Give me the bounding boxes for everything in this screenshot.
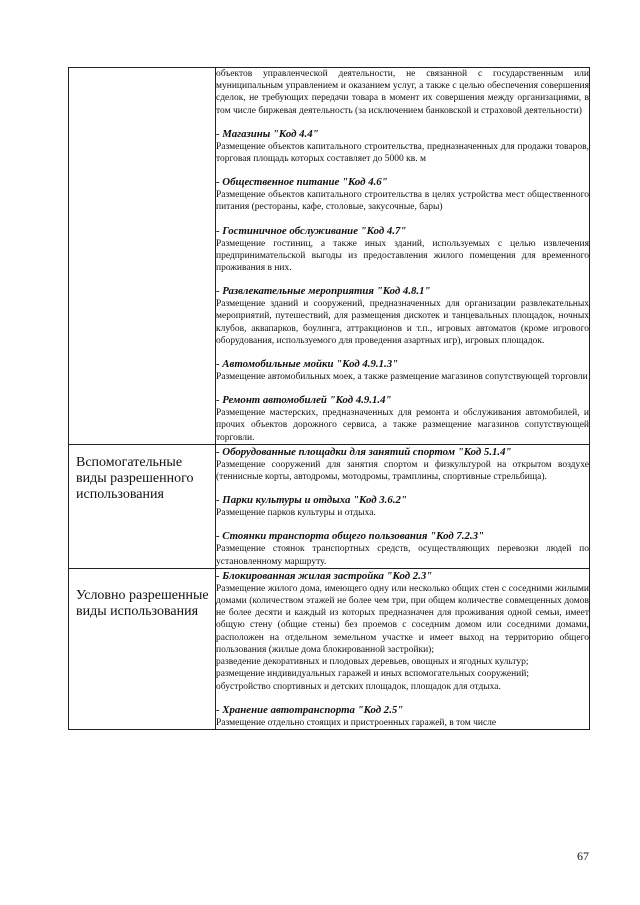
page-number: 67 [577, 849, 589, 863]
entry-heading: - Ремонт автомобилей "Код 4.9.1.4" [216, 394, 392, 407]
category-cell [69, 444, 216, 568]
entry-text: Размещение сооружений для занятия спортом и физкультурой на открытом воздухе (теннисные корты, автодромы, мотодромы, трамплины, спортивные стрельбища). [216, 459, 589, 483]
entry-heading: - Магазины "Код 4.4" [216, 127, 319, 140]
entry-heading: - Стоянки транспорта общего пользования "Код 7.2.3" [216, 530, 484, 543]
entry-text: размещение индивидуальных гаражей и иных вспомогательных сооружений; [216, 669, 529, 680]
description-cell [216, 68, 590, 445]
entry-text: Размещение зданий и сооружений, предназначенных для организации развлекательных мероприятий, путешествий, для размещения дискотек и танцевальных площадок, ночных клубов, аквапарков, боулинга, аттракционов и т.п., игровых автоматов (кроме игрового оборудования, используемого для проведения азартных игр), игровых площадок. [216, 299, 589, 346]
entry-heading: - Парки культуры и отдыха "Код 3.6.2" [216, 494, 407, 507]
entry-text: разведение декоративных и плодовых деревьев, овощных и ягодных культур; [216, 657, 529, 668]
entry-text: Размещение мастерских, предназначенных для ремонта и обслуживания автомобилей, и прочих объектов дорожного сервиса, а также размещение магазинов сопутствующей торговли. [216, 408, 589, 443]
entry-text: Размещение стоянок транспортных средств, осуществляющих перевозки людей по установленному маршруту. [216, 544, 589, 567]
category-cell [69, 568, 216, 729]
entry-heading: - Автомобильные мойки "Код 4.9.1.3" [216, 358, 399, 371]
entry-text: объектов управленческой деятельности, не связанной с государственным или муниципальным управлением и оказанием услуг, а также с целью обеспечения совершения сделок, не требующих передачи товара в момент их совершения между организациями, в том числе биржевая деятельность (за исключением банковской и страховой деятельности) [216, 69, 589, 116]
entry-heading: - Гостиничное обслуживание "Код 4.7" [216, 224, 407, 237]
entry-heading: - Общественное питание "Код 4.6" [216, 176, 388, 189]
entry-text: Размещение объектов капитального строительства, предназначенных для продажи товаров, торговая площадь которых составляет до 5000 кв. м [216, 141, 589, 165]
entry-text: Размещение отдельно стоящих и пристроенных гаражей, в том числе [216, 717, 497, 728]
table-row [69, 68, 590, 445]
category-label: Вспомогательные виды разрешенного использования [76, 454, 194, 502]
entry-heading: - Блокированная жилая застройка "Код 2.3" [216, 569, 433, 582]
entry-text: Размещение парков культуры и отдыха. [216, 508, 376, 519]
category-cell [69, 68, 216, 445]
entry-text: обустройство спортивных и детских площадок, площадок для отдыха. [216, 681, 501, 692]
land-use-table [68, 67, 590, 730]
entry-heading: - Хранение автотранспорта "Код 2.5" [216, 703, 404, 716]
entry-text: Размещение жилого дома, имеющего одну или несколько общих стен с соседними жилыми домами (количеством этажей не более чем три, при общем количестве совмещенных домов не более десяти и каждый из которых предназначен для проживания одной семьи, имеет общую стену (общие стены) без проемов с соседним домом или соседними домами, расположен на отдельном земельном участке и имеет выход на территорию общего пользования (жилые дома блокированной застройки); [216, 583, 589, 655]
table-row [69, 444, 590, 568]
entry-heading: - Оборудованные площадки для занятий спортом "Код 5.1.4" [216, 445, 512, 458]
entry-text: Размещение объектов капитального строительства в целях устройства мест общественного питания (рестораны, кафе, столовые, закусочные, бары) [216, 190, 589, 213]
description-cell [216, 444, 590, 568]
description-cell [216, 568, 590, 729]
entry-text: Размещение автомобильных моек, а также размещение магазинов сопутствующей торговли [216, 372, 588, 383]
category-label: Условно разрешенные виды использования [76, 587, 209, 619]
table-row [69, 568, 590, 729]
entry-heading: - Развлекательные мероприятия "Код 4.8.1" [216, 285, 431, 298]
entry-text: Размещение гостиниц, а также иных зданий, используемых с целью извлечения предпринимательской выгоды из предоставления жилого помещения для временного проживания в них. [216, 238, 589, 274]
